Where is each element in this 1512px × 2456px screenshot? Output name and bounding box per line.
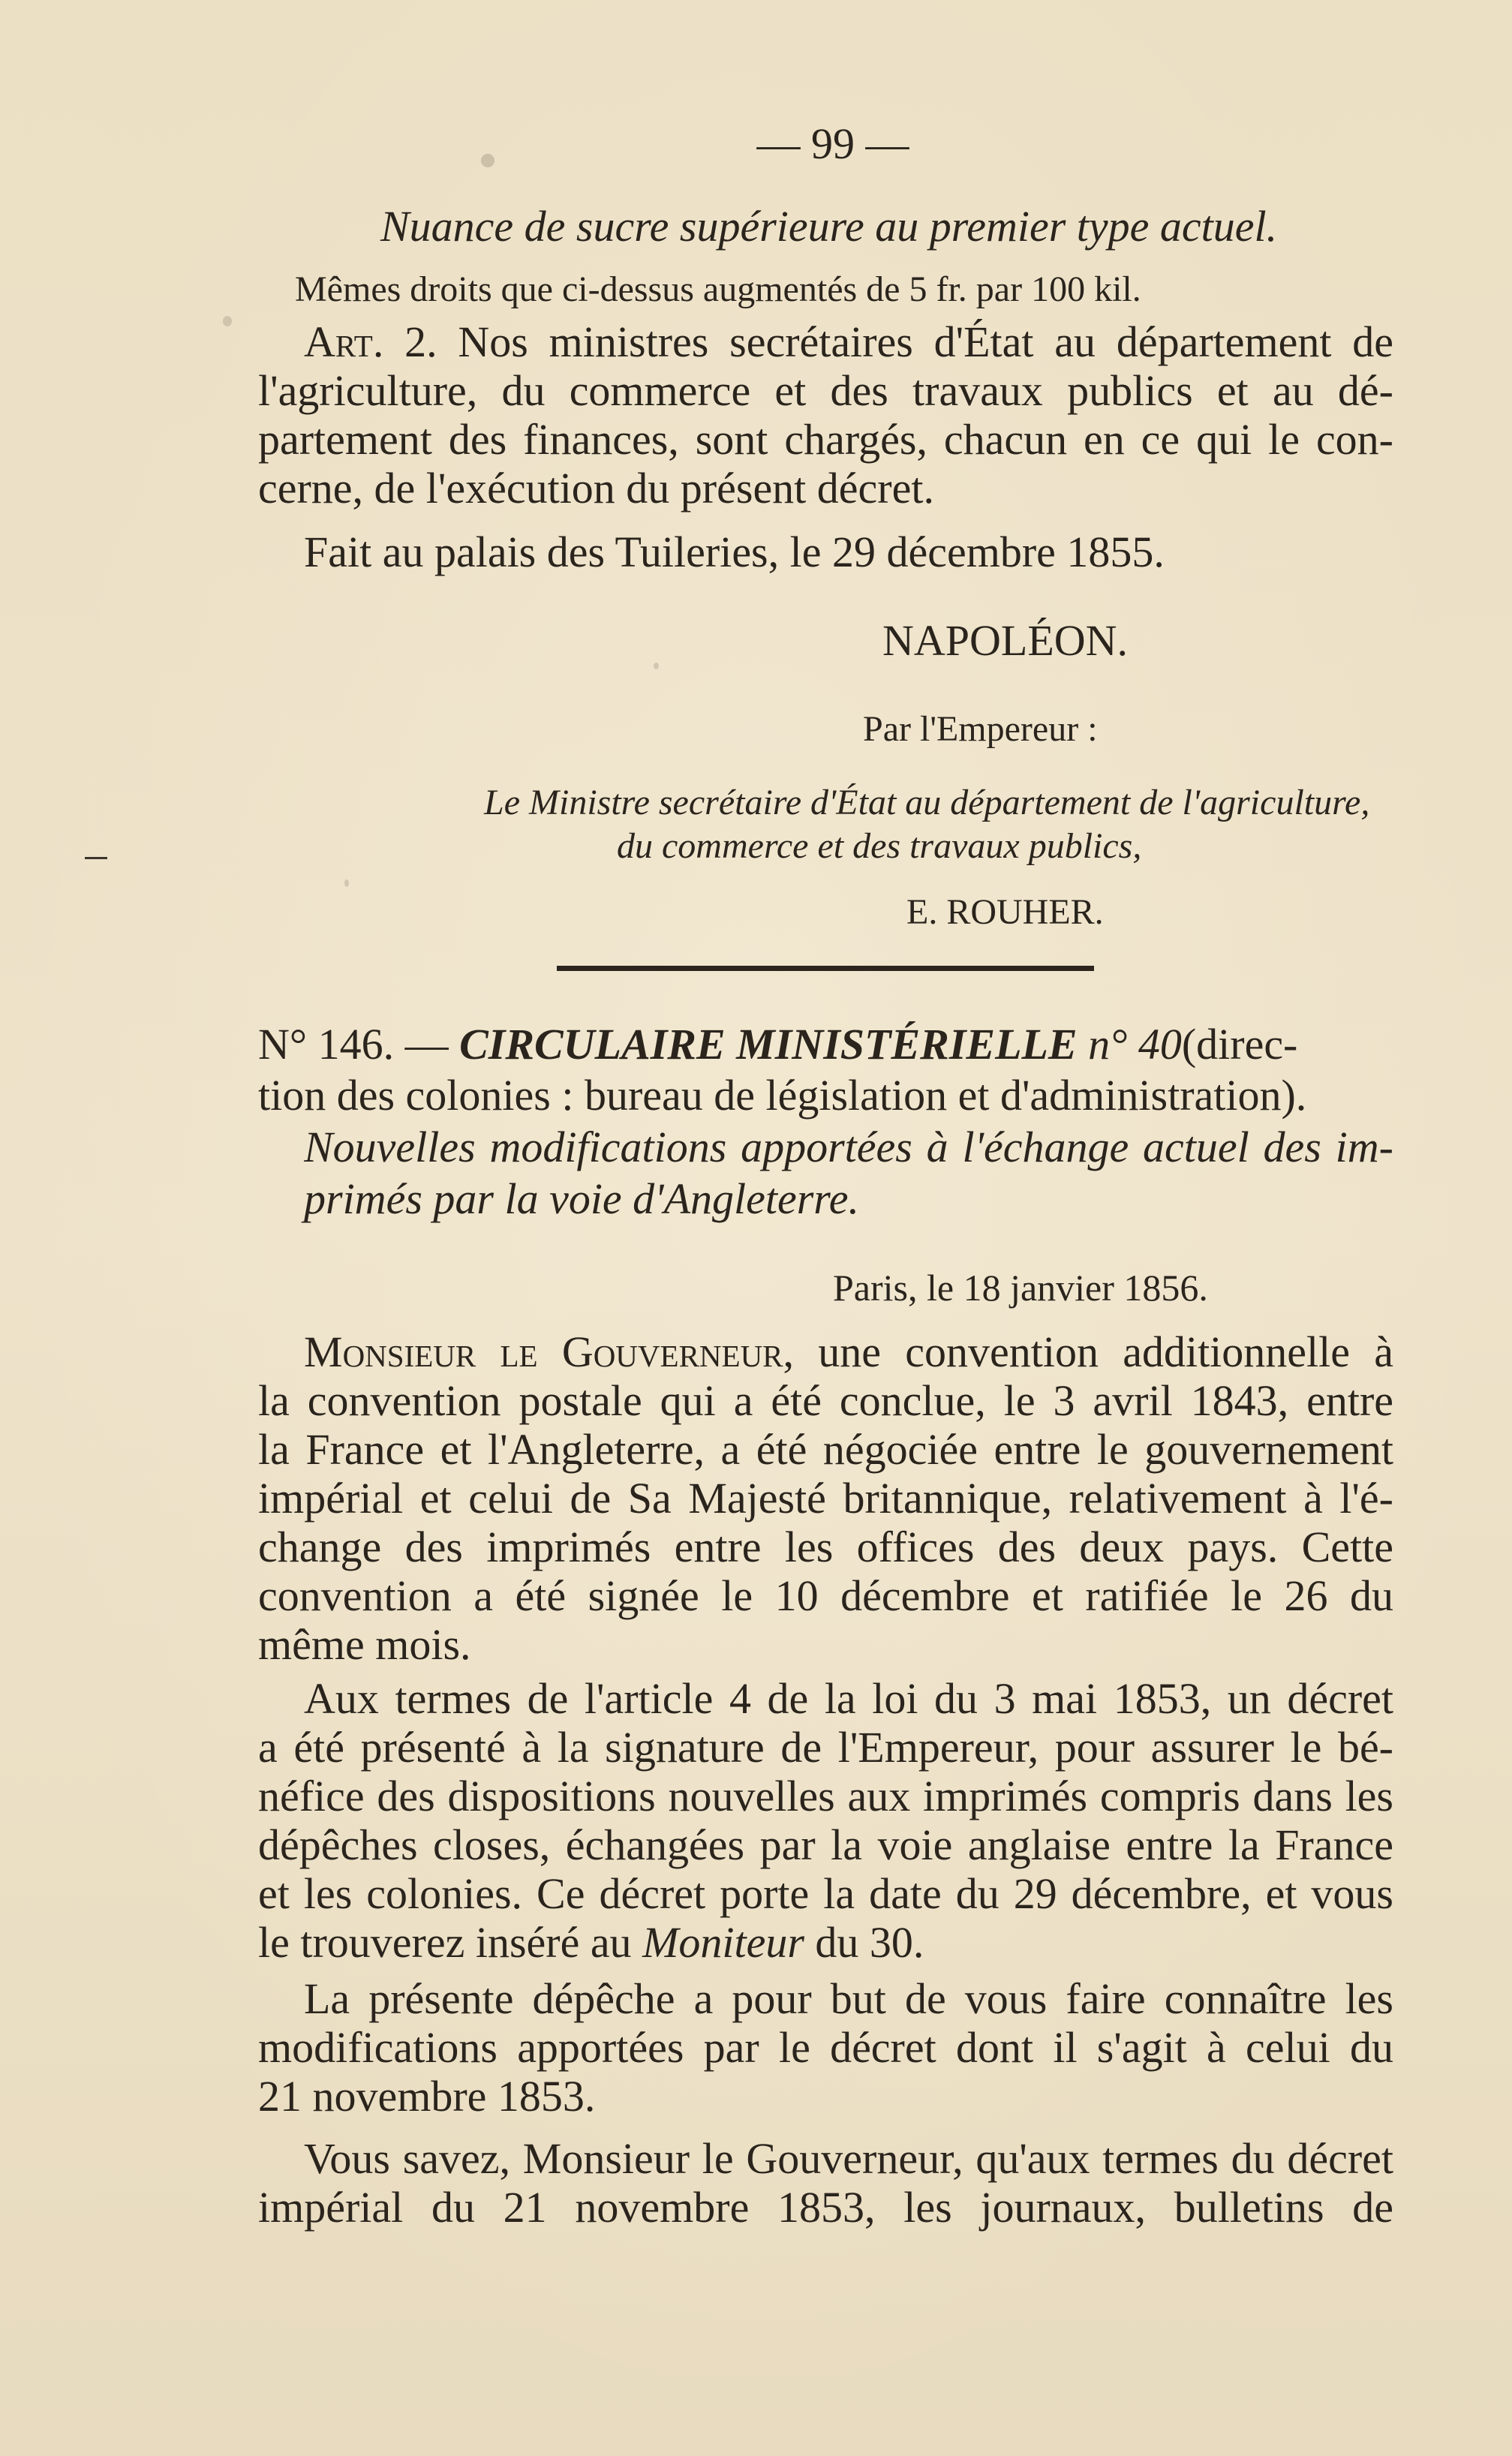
minister-title-1: Le Ministre secrétaire d'État au département de l'agriculture,: [484, 783, 1370, 822]
ink-speck: [344, 879, 349, 887]
p1-line-3: la France et l'Angleterre, a été négociée entre le gouvernement: [258, 1426, 1393, 1474]
ink-speck: [654, 663, 659, 669]
p2-line-3: néfice des dispositions nouvelles aux imprimés compris dans les: [258, 1772, 1393, 1820]
art-label: Art.: [304, 318, 384, 366]
ink-speck: [481, 154, 494, 167]
p3-line-2: modifications apportées par le décret dont il s'agit à celui du: [258, 2024, 1393, 2072]
newspaper-name: Moniteur: [642, 1918, 804, 1967]
p2-line-2: a été présenté à la signature de l'Empereur, pour assurer le bé-: [258, 1724, 1393, 1772]
salutation: Monsieur le Gouverneur: [304, 1328, 783, 1376]
p1-line-1-text: [304, 1328, 1393, 1376]
art2-line-4: cerne, de l'exécution du présent décret.: [258, 464, 934, 513]
section-divider: [557, 966, 1094, 971]
p4-line-1: Vous savez, Monsieur le Gouverneur, qu'aux termes du décret: [304, 2135, 1393, 2183]
p1-line-6: convention a été signée le 10 décembre et ratifiée le 26 du: [258, 1572, 1393, 1620]
p1-line-1: [304, 1328, 1393, 1376]
circular-header-line-1: [258, 1021, 1297, 1069]
circular-header-line-2: tion des colonies : bureau de législation et d'administration).: [258, 1071, 1307, 1120]
done-at: Fait au palais des Tuileries, le 29 décembre 1855.: [304, 528, 1165, 576]
p1-line-4: impérial et celui de Sa Majesté britannique, relativement à l'é-: [258, 1475, 1393, 1523]
p2-line-4: dépêches closes, échangées par la voie anglaise entre la France: [258, 1821, 1393, 1869]
circular-header-rest: (direc-: [1181, 1020, 1298, 1069]
minister-title-2: du commerce et des travaux publics,: [617, 826, 1142, 866]
p2-line-6: le trouverez inséré au Moniteur du 30.: [258, 1918, 924, 1967]
ink-speck: [223, 316, 232, 326]
tariff-heading: Nuance de sucre supérieure au premier type actuel.: [380, 202, 1278, 251]
p3-line-1: La présente dépêche a pour but de vous faire connaître les: [304, 1975, 1393, 2023]
p1-line-1-rest: , une convention additionnelle à: [783, 1328, 1393, 1376]
art2-line-3: partement des finances, sont chargés, chacun en ce qui le con-: [258, 416, 1393, 464]
p2-line-5: et les colonies. Ce décret porte la date du 29 décembre, et vous: [258, 1870, 1393, 1918]
circular-title-number: n° 40: [1088, 1020, 1182, 1069]
p2-line-1: Aux termes de l'article 4 de la loi du 3 mai 1853, un décret: [304, 1675, 1393, 1723]
duty-line: Mêmes droits que ci-dessus augmentés de 5 fr. par 100 kil.: [295, 269, 1141, 309]
minister-name: E. ROUHER.: [906, 892, 1104, 932]
page-number: — 99 —: [756, 119, 909, 168]
p1-line-5: change des imprimés entre les offices des deux pays. Cette: [258, 1523, 1393, 1571]
circular-number: N° 146. —: [258, 1020, 449, 1069]
art2-line-1-text: 2. Nos ministres secrétaires d'État au département de: [404, 318, 1393, 366]
p4-line-2: impérial du 21 novembre 1853, les journaux, bulletins de: [258, 2184, 1393, 2232]
p1-line-2: la convention postale qui a été conclue, le 3 avril 1843, entre: [258, 1377, 1393, 1425]
p3-line-3: 21 novembre 1853.: [258, 2072, 596, 2121]
signature-napoleon: NAPOLÉON.: [882, 616, 1129, 665]
by-emperor: Par l'Empereur :: [863, 709, 1098, 749]
margin-mark: [85, 857, 107, 859]
art2-line-2: l'agriculture, du commerce et des travaux publics et au dé-: [258, 367, 1393, 415]
circular-date: Paris, le 18 janvier 1856.: [833, 1267, 1208, 1309]
circular-subject-2: primés par la voie d'Angleterre.: [304, 1174, 859, 1223]
p1-line-7: même mois.: [258, 1620, 471, 1669]
circular-title: CIRCULAIRE MINISTÉRIELLE: [459, 1020, 1078, 1069]
art2-line-1: [304, 318, 1393, 366]
circular-subject-1: Nouvelles modifications apportées à l'échange actuel des im-: [304, 1123, 1393, 1171]
